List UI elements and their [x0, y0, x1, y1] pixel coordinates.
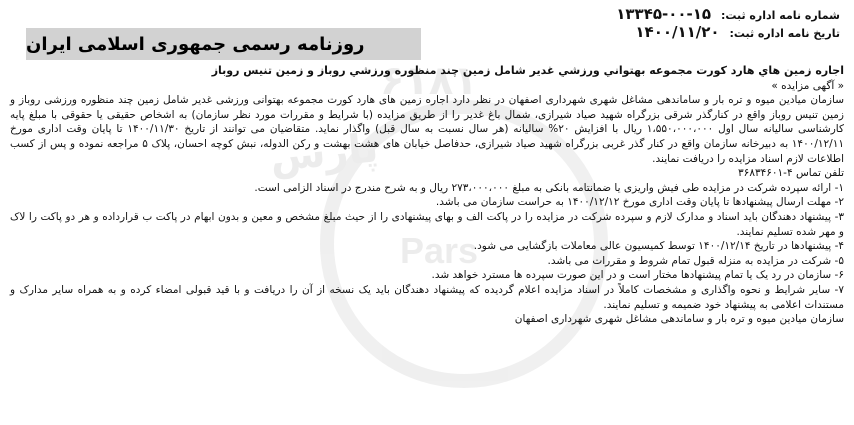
watermark-text: پارس [268, 125, 381, 181]
condition-item: ۱- ارائه سپرده شرکت در مزایده طی فیش واریزی یا ضمانتامه بانکی به مبلغ ۲۷۳،۰۰۰،۰۰۰ ریال و به شرح مندرج در اسناد الزامی است. [254, 181, 844, 194]
contact-phone: تلفن تماس ۴-۳۶۸۳۴۶۰۱ [738, 167, 844, 180]
registration-date-label: تاریخ نامه اداره ثبت: [729, 27, 840, 40]
registration-date-row [616, 24, 840, 42]
registration-info [616, 6, 840, 42]
condition-item: ۷- سایر شرایط و نحوه واگذاری و مشخصات کاملاً در اسناد مزایده اعلام گردیده که پیشنهاد دهندگان باید یک نسخه از آن را دریافت و با قید قبولی امضاء کرده و به همراه سایر مدارک و مستندات اعلامی به پیشنهاد خود ضمیمه و تسلیم نمایند. [10, 283, 844, 311]
newspaper-banner [26, 28, 421, 60]
condition-item: ۳- پیشنهاد دهندگان باید اسناد و مدارک لازم و سپرده شرکت در مزایده را در پاکت الف و بهای پیشنهادی را از حیث مبلغ مشخص و معین و بدون ابهام در پاکت ب قرارداده و هر دو پاکت را لاک و مهر شده تسلیم نمایند. [10, 210, 844, 238]
registration-number-row [616, 6, 840, 24]
registration-date-value: ۱۴۰۰/۱۱/۲۰ [635, 23, 720, 41]
notice-paragraph: سازمان میادین میوه و تره بار و ساماندهی مشاغل شهری شهرداری اصفهان در نظر دارد اجاره زمین های هارد کورت مجموعه بهتوانی ورزشی غدیر شامل زمین چند منظوره ورزشی روباز و زمین تنیس روباز واقع در کنارگذر شرقی بزرگراه شهید صیاد شیرازی، شمال باغ غدیر را از طریق مزایده (با شرایط و مقررات مورد نظر سازمان) به اشخاص حقیقی یا حقوقی با مبلغ پایه کارشناسی سالیانه سال اول ۱،۵۵۰،۰۰۰،۰۰۰ ریال با افزایش ۲۰% سالیانه (هر سال نسبت به سال قبل) واگذار نماید. متقاضیان می توانند از تاریخ ۱۴۰۰/۱۱/۳۰ تا پایان وقت اداری مورخ ۱۴۰۰/۱۲/۱۱ به دبیرخانه سازمان واقع در کنار گذر غربی بزرگراه شهید صیاد شیرازی، حدفاصل خیابان های هشت بهشت و رکن الدوله، نبش کوچه احسان، پلاک ۵ مراجعه نموده و پس از کسب اطلاعات لازم اسناد مزایده را دریافت نمایند. [10, 94, 844, 165]
condition-item: ۵- شرکت در مزایده به منزله قبول تمام شروط و مقررات می باشد. [547, 254, 844, 267]
watermark-text: Pars [400, 230, 479, 271]
condition-item: ۴- پیشنهادها در تاریخ ۱۴۰۰/۱۲/۱۴ توسط کمیسیون عالی معاملات بازگشایی می شود. [473, 240, 844, 253]
registration-number-value: ۱۳۳۴۵-۰۰-۱۵ [616, 5, 712, 23]
notice-subtitle: « آگهی مزایده » [771, 79, 844, 92]
newspaper-title: روزنامه رسمی جمهوری اسلامی ایران [26, 33, 365, 55]
condition-item: ۲- مهلت ارسال پیشنهادها تا پایان وقت اداری مورخ ۱۴۰۰/۱۲/۱۲ به حراست سازمان می باشد. [435, 196, 844, 209]
notice-body [10, 64, 844, 327]
notice-title: اجاره زمين هاي هارد كورت مجموعه بهتواني ورزشي غدير شامل زمين چند منظوره ورزشي روباز و زمين تنيس روباز [211, 64, 844, 77]
condition-item: ۶- سازمان در رد یک یا تمام پیشنهادها مختار است و در این صورت سپرده ها مسترد خواهد شد. [431, 269, 844, 282]
registration-number-label: شماره نامه اداره ثبت: [720, 9, 840, 22]
watermark-text: ۶۱۸۱ [380, 58, 478, 104]
issuer-signature: سازمان میادین میوه و تره بار و ساماندهی مشاغل شهری شهرداری اصفهان [514, 313, 844, 326]
